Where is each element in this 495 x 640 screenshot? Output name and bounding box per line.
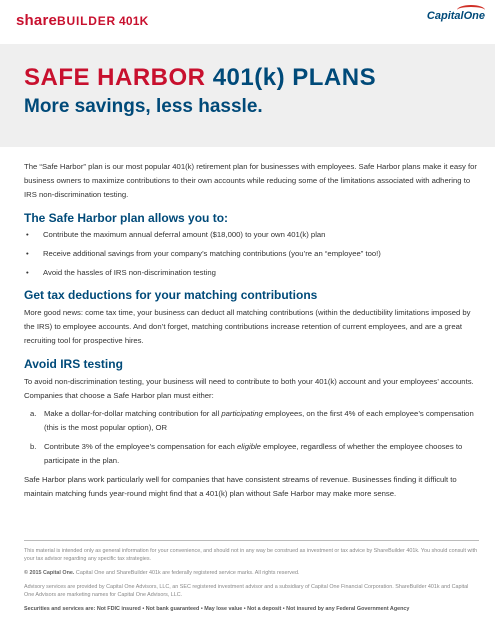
footer-securities-notice: Securities and services are: Not FDIC insured • Not bank guaranteed • May lose value • Not a deposit • Not insured by any Federal Government Agency <box>24 606 410 612</box>
benefit-item <box>24 229 479 241</box>
page-title <box>24 64 376 92</box>
section-heading-allows: The Safe Harbor plan allows you to: <box>24 211 229 225</box>
option-item-b <box>24 440 479 468</box>
bullet-icon: • <box>26 230 29 239</box>
option-b-text-2: employee, regardless of whether the employee chooses to participate in the plan. <box>44 442 463 465</box>
option-a-text-2: employees, on the first 4% of each employee’s compensation (this is the most popular option), OR <box>44 409 474 432</box>
section-heading-tax: Get tax deductions for your matching contributions <box>24 288 318 302</box>
logo-text-builder: BUILDER <box>57 14 116 28</box>
footer-copyright <box>24 569 479 577</box>
footer <box>24 547 479 619</box>
intro-paragraph: The “Safe Harbor” plan is our most popular 401(k) retirement plan for businesses with employees. Safe Harbor plans make it easy for business owners to maximize contributions to their own accounts while reducing some of the limitations associated with adhering to IRS non-discrimination testing. <box>24 162 477 199</box>
footer-copyright-bold: © 2015 Capital One. <box>24 570 75 576</box>
option-b-emphasis: eligible <box>237 442 261 451</box>
benefit-item <box>24 248 479 260</box>
page-subtitle: More savings, less hassle. <box>24 96 263 117</box>
closing-paragraph: Safe Harbor plans work particularly well for companies that have consistent streams of revenue. Businesses finding it difficult to maintain matching funds year-round might find that a 401(k) plan without Safe Harbor may make more sense. <box>24 475 457 498</box>
footer-divider <box>24 540 479 541</box>
capital-one-logo-text: CapitalOne <box>426 10 485 22</box>
page-title-blue: 401(k) PLANS <box>212 64 377 91</box>
capital-one-swoosh-icon <box>457 5 485 15</box>
section-heading-irs: Avoid IRS testing <box>24 357 123 371</box>
logo-text-401k: 401K <box>118 14 149 28</box>
sharebuilder-logo <box>16 12 148 29</box>
benefit-text: Avoid the hassles of IRS non-discrimination testing <box>43 268 216 277</box>
bullet-icon: • <box>26 249 29 258</box>
option-b-text-1: Contribute 3% of the employee’s compensation for each <box>44 442 238 451</box>
logo-text-share: share <box>16 12 58 29</box>
irs-paragraph: To avoid non-discrimination testing, your business will need to contribute to both your 401(k) account and your employees’ accounts. Companies that choose a Safe Harbor plan must either: <box>24 377 474 400</box>
tax-paragraph: More good news: come tax time, your business can deduct all matching contributions (within the deductibility limitations imposed by the IRS) to employee accounts. And don’t forget, matching contributions increase retention of current employees, and are a great recruiting tool for prospective hires. <box>24 308 471 345</box>
option-a-text-1: Make a dollar-for-dollar matching contribution for all <box>44 409 222 418</box>
benefit-text: Contribute the maximum annual deferral amount ($18,000) to your own 401(k) plan <box>43 230 326 239</box>
benefit-text: Receive additional savings from your company’s matching contributions (you’re an “employee” too!) <box>43 249 381 258</box>
main-content <box>24 160 479 501</box>
footer-copyright-rest: Capital One and ShareBuilder 401k are federally registered service marks. All rights reserved. <box>74 570 300 576</box>
footer-advisory: Advisory services are provided by Capital One Advisors, LLC, an SEC registered investment advisor and a subsidiary of Capital One Financial Corporation. ShareBuilder 401k and Capital One Advisors are marketing names for Capital One Advisors, LLC. <box>24 584 469 598</box>
option-a-emphasis: participating <box>221 409 263 418</box>
footer-disclaimer: This material is intended only as general information for your convenience, and should not in any way be construed as investment or tax advice by ShareBuilder 401k. You should consult with your tax advisor regarding any specific tax strategies. <box>24 548 478 562</box>
capital-one-logo <box>427 10 485 22</box>
header <box>0 0 495 34</box>
option-marker: a. <box>30 409 37 418</box>
benefit-item <box>24 267 479 279</box>
benefits-list <box>24 229 479 279</box>
option-item-a <box>24 407 479 435</box>
options-list <box>24 407 479 468</box>
bullet-icon: • <box>26 268 29 277</box>
page-title-red: SAFE HARBOR <box>24 64 206 91</box>
option-marker: b. <box>30 442 37 451</box>
